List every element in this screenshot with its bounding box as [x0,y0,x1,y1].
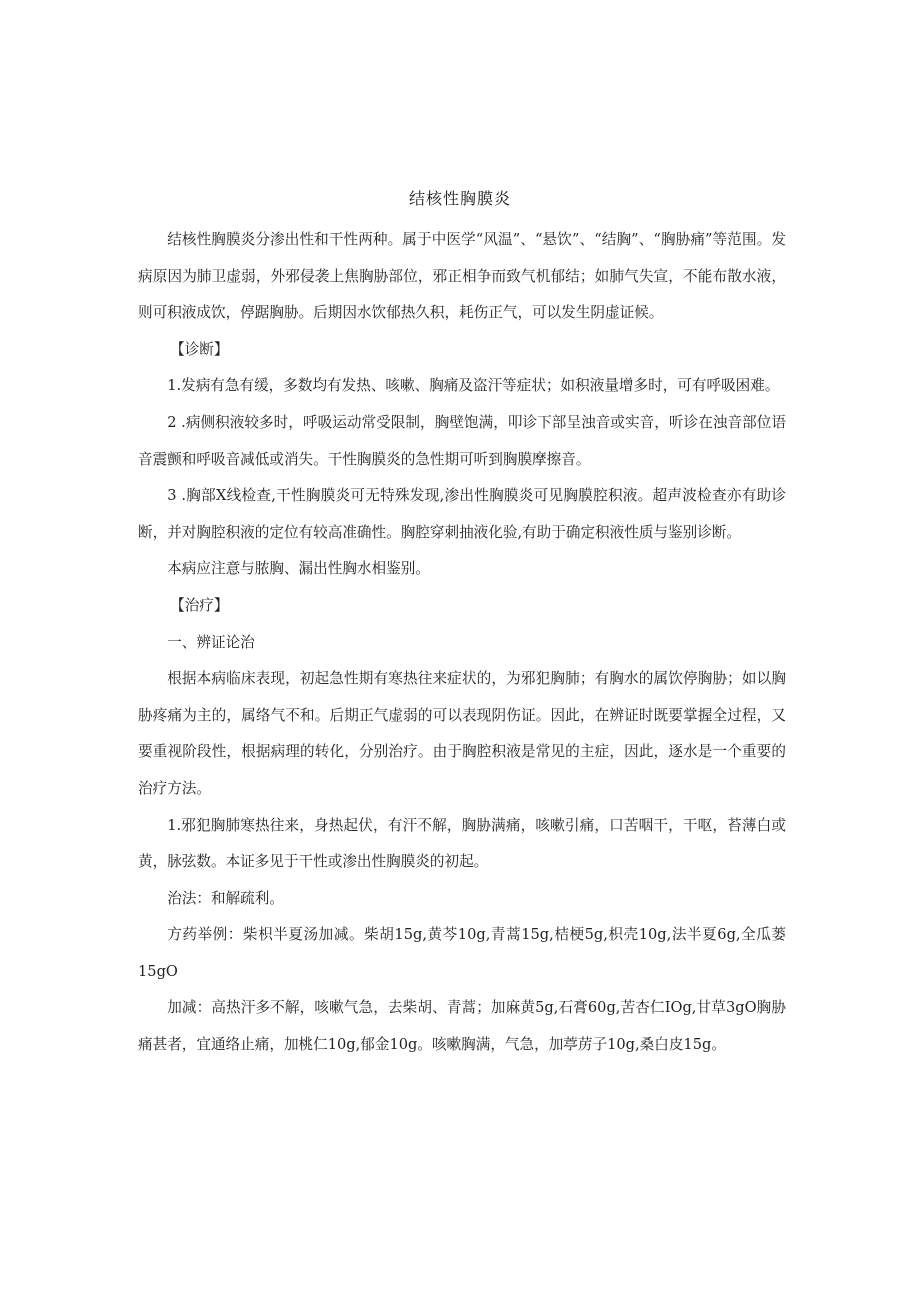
document-title: 结核性胸膜炎 [408,189,511,208]
prescription-example: 方药举例：柴枳半夏汤加减。柴胡15g,黄芩10g,青蒿15g,桔梗5g,枳壳10g,法半夏6g,全瓜蒌15gO [138,926,786,980]
prescription-modifications: 加减：高热汗多不解，咳嗽气急，去柴胡、青蒿；加麻黄5g,石膏60g,苦杏仁IOg,甘草3gO胸胁痛甚者，宜通络止痛，加桃仁10g,郁金10g。咳嗽胸满，气急，加葶苈子10g,桑白皮15g。 [138,999,786,1054]
section-heading-treatment: 【治疗】 [170,596,229,614]
document-body [138,222,786,1064]
intro-paragraph: 结核性胸膜炎分渗出性和干性两种。属于中医学“风温”、“悬饮”、“结胸”、“胸胁痛”等范围。发病原因为肺卫虚弱，外邪侵袭上焦胸胁部位，邪正相争而致气机郁结；如肺气失宣，不能布散水液，则可积液成饮，停踞胸胁。后期因水饮郁热久积，耗伤正气，可以发生阴虚证候。 [138,231,786,322]
subsection-heading-syndrome-differentiation: 一、辨证论治 [167,633,255,651]
diagnosis-item-1: 1.发病有急有缓，多数均有发热、咳嗽、胸痛及盗汗等症状；如积液量增多时，可有呼吸困难。 [167,377,780,395]
treatment-method: 治法：和解疏利。 [167,889,284,907]
diagnosis-item-3: 3 .胸部X线检查,干性胸膜炎可无特殊发现,渗出性胸膜炎可见胸膜腔积液。超声波检查亦有助诊断，并对胸腔积液的定位有较高准确性。胸腔穿刺抽液化验,有助于确定积液性质与鉴别诊断。 [138,487,786,541]
treatment-overview-paragraph: 根据本病临床表现，初起急性期有寒热往来症状的，为邪犯胸肺；有胸水的属饮停胸胁；如以胸胁疼痛为主的，属络气不和。后期正气虚弱的可以表现阴伤证。因此，在辨证时既要掌握全过程，又要重视阶段性，根据病理的转化，分别治疗。由于胸腔积液是常见的主症，因此，逐水是一个重要的治疗方法。 [138,670,786,797]
syndrome-item-1: 1.邪犯胸肺寒热往来，身热起伏，有汗不解，胸胁满痛，咳嗽引痛，口苦咽干，干呕，苔薄白或黄，脉弦数。本证多见于干性或渗出性胸膜炎的初起。 [138,816,786,871]
section-heading-diagnosis: 【诊断】 [170,340,229,358]
differential-diagnosis-note: 本病应注意与脓胸、漏出性胸水相鉴别。 [167,560,430,578]
diagnosis-item-2: 2 .病侧积液较多时，呼吸运动常受限制，胸壁饱满，叩诊下部呈浊音或实音，听诊在浊音部位语音震颤和呼吸音减低或消失。干性胸膜炎的急性期可听到胸膜摩擦音。 [138,413,786,468]
